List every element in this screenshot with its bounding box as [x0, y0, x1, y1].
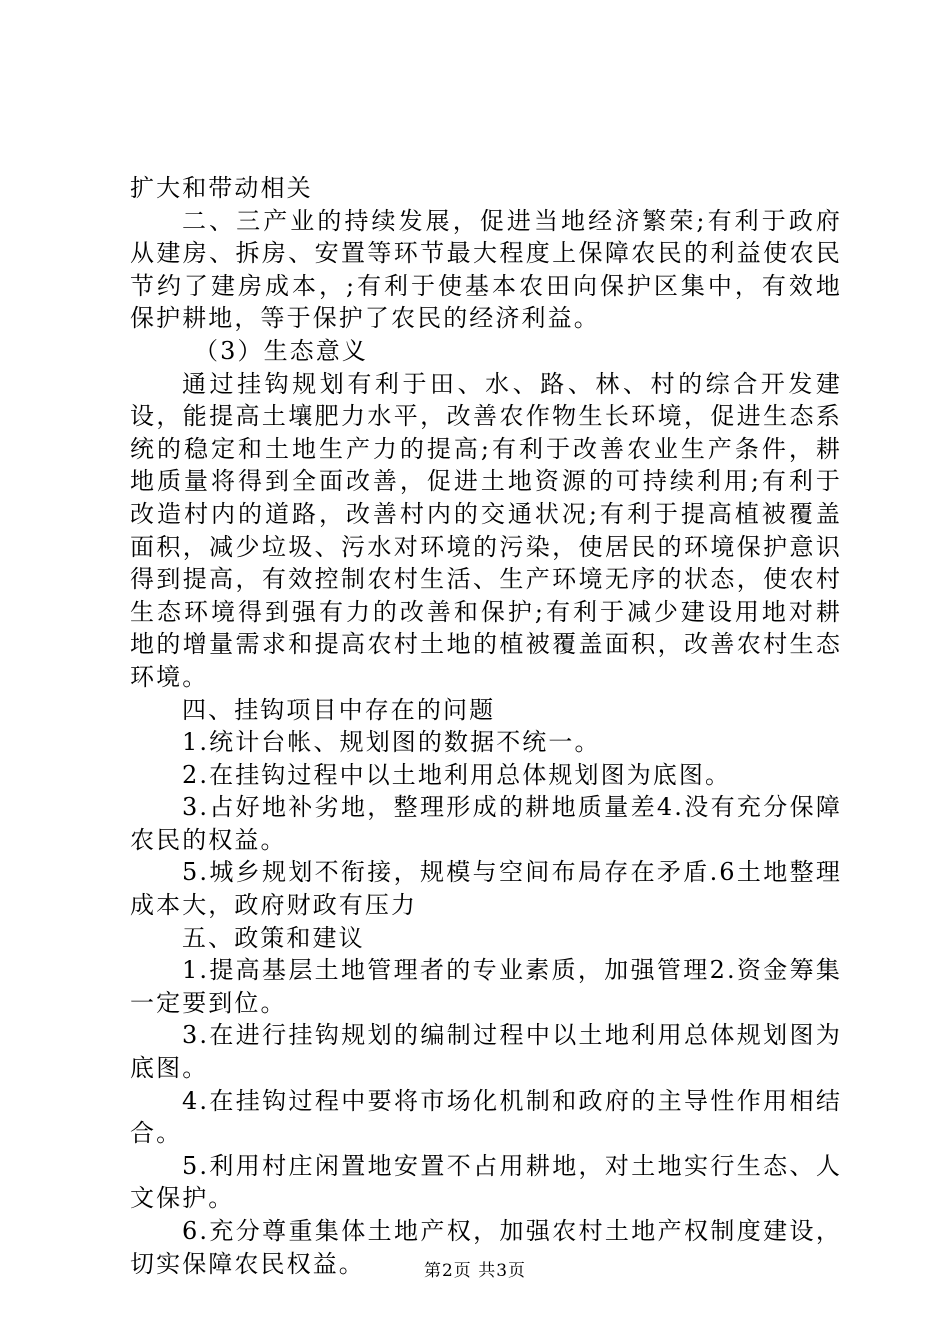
suggestion-item-3: 3.在进行挂钩规划的编制过程中以土地利用总体规划图为底图。	[130, 1021, 842, 1083]
page-number-footer: 第2页 共3页	[423, 1261, 527, 1281]
problem-item-5: 5.城乡规划不衔接，规模与空间布局存在矛盾.6土地整理成本大，政府财政有压力	[130, 858, 842, 920]
paragraph-continuation: 扩大和带动相关	[130, 174, 313, 202]
problem-item-2: 2.在挂钩过程中以土地利用总体规划图为底图。	[182, 760, 732, 789]
heading-ecological-significance: （3）生态意义	[194, 336, 368, 365]
heading-existing-problems: 四、挂钩项目中存在的问题	[182, 695, 496, 724]
suggestion-item-5: 5.利用村庄闲置地安置不占用耕地，对土地实行生态、人文保护。	[130, 1151, 842, 1213]
document-body	[130, 172, 842, 1280]
problem-item-3: 3.占好地补劣地，整理形成的耕地质量差4.没有充分保障农民的权益。	[130, 793, 842, 854]
paragraph-economic-benefits: 二、三产业的持续发展，促进当地经济繁荣;有利于政府从建房、拆房、安置等环节最大程度上保障农民的利益使农民节约了建房成本，;有利于使基本农田向保护区集中，有效地保护耕地，等于保护了农民的经济利益。	[130, 206, 842, 333]
suggestion-item-4: 4.在挂钩过程中要将市场化机制和政府的主导性作用相结合。	[130, 1086, 842, 1148]
paragraph-ecological-benefits: 通过挂钩规划有利于田、水、路、林、村的综合开发建设，能提高土壤肥力水平，改善农作物生长环境，促进生态系统的稳定和土地生产力的提高;有利于改善农业生产条件，耕地质量将得到全面改善，促进土地资源的可持续利用;有利于改造村内的道路，改善村内的交通状况;有利于提高植被覆盖面积，减少垃圾、污水对环境的污染，使居民的环境保护意识得到提高，有效控制农村生活、生产环境无序的状态，使农村生态环境得到强有力的改善和保护;有利于减少建设用地对耕地的增量需求和提高农村土地的植被覆盖面积，改善农村生态环境。	[130, 369, 842, 691]
heading-policy-suggestions: 五、政策和建议	[182, 923, 365, 952]
suggestion-item-1: 1.提高基层土地管理者的专业素质，加强管理2.资金筹集一定要到位。	[130, 956, 842, 1017]
problem-item-1: 1.统计台帐、规划图的数据不统一。	[182, 728, 601, 757]
suggestion-item-6: 6.充分尊重集体土地产权，加强农村土地产权制度建设，切实保障农民权益。	[130, 1217, 842, 1278]
